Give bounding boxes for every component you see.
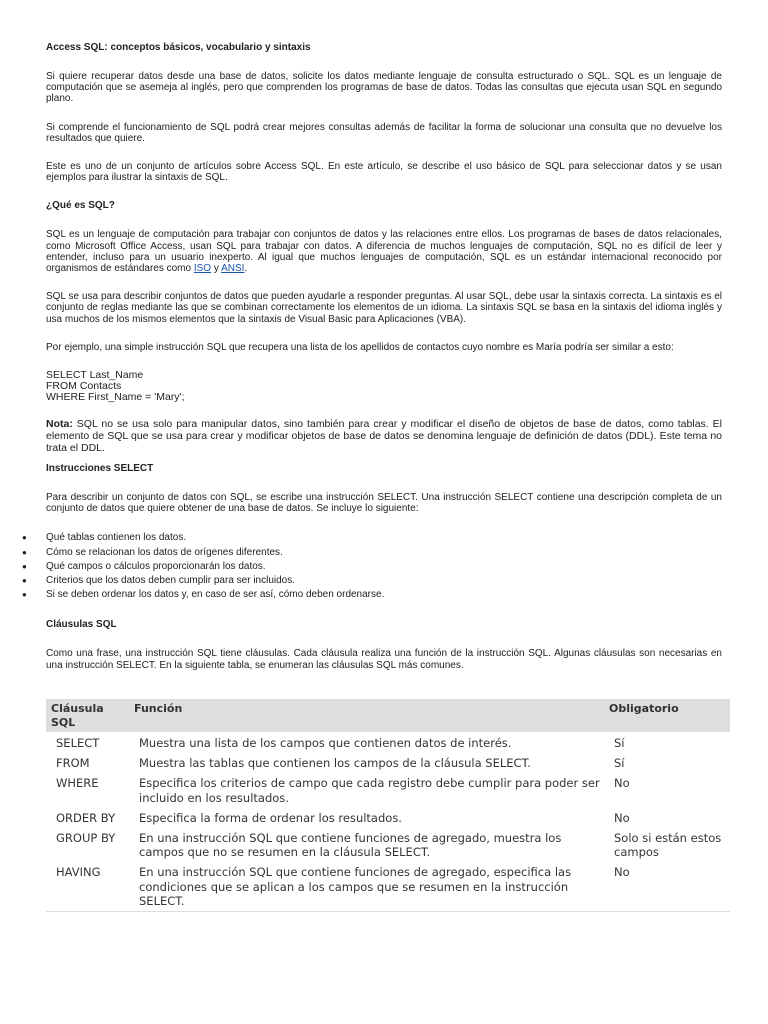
required-cell: No: [614, 810, 630, 825]
example-paragraph: Por ejemplo, una simple instrucción SQL que recupera una lista de los apellidos de contactos cuyo nombre es María podría ser similar a esto:: [46, 341, 674, 353]
list-item-text: Qué campos o cálculos proporcionarán los datos.: [46, 560, 266, 572]
syntax-paragraph: SQL se usa para describir conjuntos de datos que pueden ayudarle a responder preguntas. Al usar SQL, debe usar la sintaxis correcta. La sintaxis es el conjunto de reglas mediante las que se combinan correctamente los elementos de un idioma. La sintaxis SQL se basa en la sintaxis del idioma inglés y usa muchos de los mismos elementos que la sintaxis de Visual Basic para Aplicaciones (VBA).: [46, 291, 722, 325]
column-header-required: Obligatorio: [604, 699, 730, 732]
clause-cell: FROM: [56, 756, 90, 771]
what-is-sql-text: SQL es un lenguaje de computación para trabajar con conjuntos de datos y las relaciones entre ellos. Los programas de bases de datos relacionales, como Microsoft Office Access, usan SQL para trabajar con datos. A diferencia de muchos lenguajes de computación, SQL no es difícil de leer y entender, incluso para un usuario inexperto. Al igual que muchos lenguajes de computación, SQL es un estándar internacional reconocido por organismos de estándares como: [46, 229, 722, 275]
bullet-icon: ●: [22, 590, 27, 600]
ansi-link[interactable]: ANSI: [221, 263, 245, 275]
list-item-text: Qué tablas contienen los datos.: [46, 532, 187, 544]
conjunction-text: y: [211, 263, 222, 275]
what-is-sql-paragraph: [46, 229, 722, 274]
code-line: FROM Contacts: [46, 380, 122, 393]
list-item: [22, 588, 722, 602]
function-cell: Especifica los criterios de campo que cada registro debe cumplir para poder ser incluido en los resultados.: [139, 776, 600, 805]
bullet-icon: ●: [22, 533, 27, 543]
list-item-text: Cómo se relacionan los datos de orígenes diferentes.: [46, 546, 283, 558]
sql-clauses-table: [46, 699, 730, 912]
table-row: [46, 772, 730, 806]
clauses-paragraph: Como una frase, una instrucción SQL tiene cláusulas. Cada cláusula realiza una función de la instrucción SQL. Algunas cláusulas son necesarias en una instrucción SELECT. En la siguiente tabla, se enumeran las cláusulas SQL más comunes.: [46, 648, 722, 671]
table-row: [46, 807, 730, 827]
list-item: [22, 531, 722, 545]
clause-cell: GROUP BY: [56, 831, 116, 846]
required-cell: Solo si están estos campos: [614, 831, 722, 860]
select-heading: Instrucciones SELECT: [46, 463, 154, 475]
note-label: Nota:: [46, 418, 73, 431]
column-header-clause: Cláusula SQL: [46, 699, 129, 732]
note-paragraph: [46, 418, 722, 454]
code-line: WHERE First_Name = 'Mary';: [46, 391, 185, 404]
code-line: SELECT Last_Name: [46, 369, 144, 382]
select-bullet-list: [22, 531, 722, 602]
table-row: [46, 827, 730, 861]
select-paragraph: Para describir un conjunto de datos con SQL, se escribe una instrucción SELECT. Una instrucción SELECT contiene una descripción completa de un conjunto de datos que quiere obtener de una base de datos. Se incluye lo siguiente:: [46, 492, 722, 515]
bullet-icon: ●: [22, 561, 27, 571]
intro-paragraph-2: Si comprende el funcionamiento de SQL podrá crear mejores consultas además de facilitar la forma de solucionar una consulta que no devuelve los resultados que quiere.: [46, 121, 722, 144]
table-row: [46, 732, 730, 752]
required-cell: No: [604, 861, 730, 911]
sql-code-example: [46, 370, 722, 403]
clause-cell: HAVING: [46, 861, 129, 911]
page-title: Access SQL: conceptos básicos, vocabulario y sintaxis: [46, 42, 311, 53]
intro-paragraph-3: Este es uno de un conjunto de artículos sobre Access SQL. En este artículo, se describe el uso básico de SQL para seleccionar datos y se usan ejemplos para ilustrar la sintaxis de SQL.: [46, 161, 722, 184]
function-cell: Muestra una lista de los campos que contienen datos de interés.: [139, 736, 512, 750]
period-text: .: [244, 263, 248, 275]
column-header-function: Función: [129, 699, 604, 732]
table-row: [46, 861, 730, 911]
list-item: [22, 546, 722, 560]
clause-cell: SELECT: [56, 736, 100, 750]
note-text: SQL no se usa solo para manipular datos, sino también para crear y modificar el diseño de objetos de base de datos, como tablas. El elemento de SQL que se usa para crear y modificar objetos de base de datos se denomina lenguaje de definición de datos (DDL). Este tema no trata el DDL.: [46, 418, 722, 455]
clauses-heading: Cláusulas SQL: [46, 619, 117, 631]
function-cell: En una instrucción SQL que contiene funciones de agregado, especifica las condiciones que se aplican a los campos que se resumen en la instrucción SELECT.: [129, 861, 604, 911]
document-page: [22, 42, 722, 688]
bullet-icon: ●: [22, 576, 27, 586]
intro-paragraph-1: Si quiere recuperar datos desde una base de datos, solicite los datos mediante lenguaje de consulta estructurado o SQL. SQL es un lenguaje de computación que se asemeja al inglés, pero que comprenden los programas de base de datos. Todas las consultas que ejecuta usan SQL en segundo plano.: [46, 71, 722, 105]
bullet-icon: ●: [22, 547, 27, 557]
function-cell: En una instrucción SQL que contiene funciones de agregado, muestra los campos que no se resumen en la cláusula SELECT.: [139, 831, 562, 860]
list-item-text: Criterios que los datos deben cumplir para ser incluidos.: [46, 575, 296, 587]
list-item: [22, 574, 722, 588]
list-item-text: Si se deben ordenar los datos y, en caso de ser así, cómo deben ordenarse.: [46, 589, 385, 601]
function-cell: Especifica la forma de ordenar los resultados.: [139, 810, 402, 825]
clause-cell: ORDER BY: [56, 810, 116, 825]
iso-link[interactable]: ISO: [193, 263, 212, 275]
what-is-sql-heading: ¿Qué es SQL?: [46, 200, 115, 212]
required-cell: No: [614, 776, 630, 791]
function-cell: Muestra las tablas que contienen los campos de la cláusula SELECT.: [139, 756, 531, 771]
clause-cell: WHERE: [56, 776, 99, 791]
table-header-row: [46, 699, 730, 732]
required-cell: Sí: [614, 756, 625, 771]
list-item: [22, 560, 722, 574]
table-row: [46, 752, 730, 772]
required-cell: Sí: [614, 736, 625, 750]
